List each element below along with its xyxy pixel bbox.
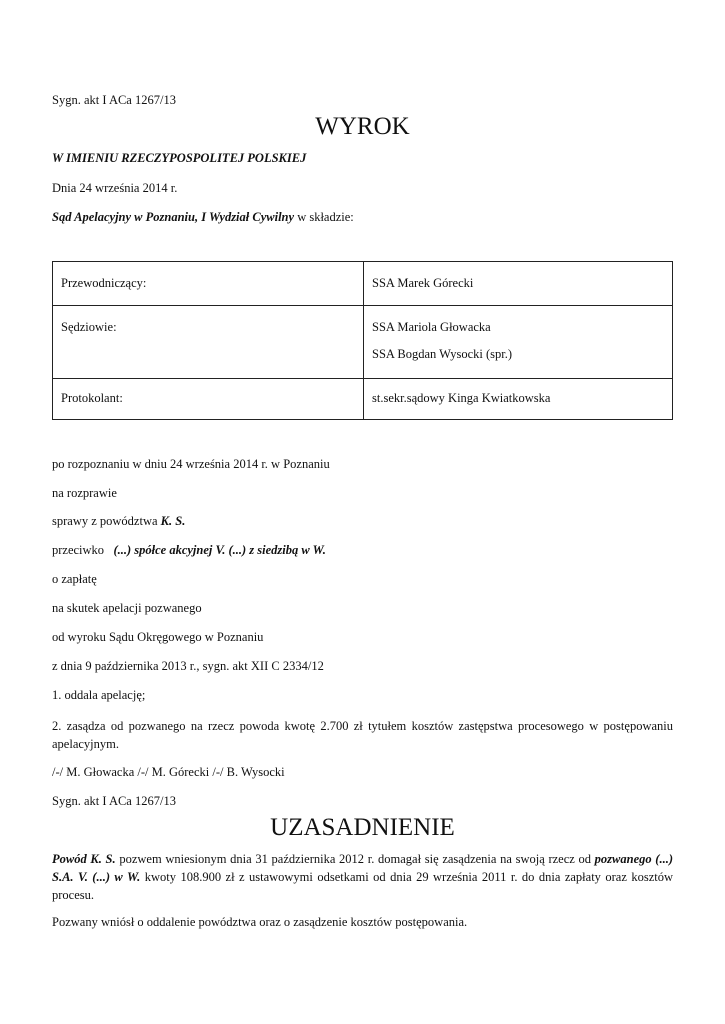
role-cell <box>53 262 364 306</box>
role-cell <box>53 379 364 420</box>
paragraph-text: pozwem wniesionym dnia 31 października 2012 r. domagał się zasądzenia na swoją rzecz od <box>115 852 595 866</box>
justification-paragraph-2: Pozwany wniósł o oddalenie powództwa oraz o zasądzenie kosztów postępowania. <box>52 915 468 929</box>
plaintiff-bold: Powód K. S. <box>52 852 116 866</box>
member-name: SSA Mariola Głowacka <box>372 320 491 334</box>
document-subtitle: W IMIENIU RZECZYPOSPOLITEJ POLSKIEJ <box>52 151 307 165</box>
defendant-name: (...) spółce akcyjnej V. (...) z siedzibą w W. <box>113 543 326 557</box>
ruling-item: 2. zasądza od pozwanego na rzecz powoda kwotę 2.700 zł tytułem kosztów zastępstwa procesowego w postępowaniu apelacyjnym. <box>52 719 673 751</box>
role-cell <box>53 306 364 379</box>
role-label: Przewodniczący: <box>61 276 147 290</box>
ruling-item: 1. oddala apelację; <box>52 688 146 702</box>
body-line: na skutek apelacji pozwanego <box>52 601 202 615</box>
member-name: SSA Marek Górecki <box>372 276 474 290</box>
role-label: Protokolant: <box>61 391 123 405</box>
role-label: Sędziowie: <box>61 320 117 334</box>
table-row <box>53 379 673 420</box>
name-cell <box>364 379 673 420</box>
court-name: Sąd Apelacyjny w Poznaniu, I Wydział Cywilny <box>52 210 295 224</box>
body-line: na rozprawie <box>52 486 117 500</box>
justification-paragraph <box>52 850 673 904</box>
member-name: st.sekr.sądowy Kinga Kwiatkowska <box>372 391 551 405</box>
name-cell <box>364 262 673 306</box>
body-line: z dnia 9 października 2013 r., sygn. akt XII C 2334/12 <box>52 659 324 673</box>
body-line: po rozpoznaniu w dniu 24 września 2014 r. w Poznaniu <box>52 457 330 471</box>
signatures: /-/ M. Głowacka /-/ M. Górecki /-/ B. Wysocki <box>52 765 285 779</box>
court-line <box>52 210 354 225</box>
defendant-bold: pozwanego (...) S.A. V. (...) w W. <box>52 852 674 884</box>
plaintiff-line <box>52 514 185 529</box>
body-line: o zapłatę <box>52 572 97 586</box>
justification-title: UZASADNIENIE <box>270 814 455 841</box>
document-title: WYROK <box>315 113 410 140</box>
paragraph-text: kwoty 108.900 zł z ustawowymi odsetkami od dnia 29 września 2011 r. do dnia zapłaty oraz kosztów procesu. <box>52 870 673 902</box>
justification-case-number: Sygn. akt I ACa 1267/13 <box>52 794 176 808</box>
plaintiff-prefix: sprawy z powództwa <box>52 514 161 528</box>
judgment-date: Dnia 24 września 2014 r. <box>52 181 178 195</box>
table-row <box>53 262 673 306</box>
body-line: od wyroku Sądu Okręgowego w Poznaniu <box>52 630 264 644</box>
table-row <box>53 306 673 379</box>
name-cell <box>364 306 673 379</box>
defendant-line <box>52 543 326 558</box>
defendant-prefix: przeciwko <box>52 543 108 557</box>
panel-table <box>52 261 673 420</box>
member-name: SSA Bogdan Wysocki (spr.) <box>372 347 512 361</box>
case-number: Sygn. akt I ACa 1267/13 <box>52 93 176 107</box>
court-suffix: w składzie: <box>294 210 354 224</box>
plaintiff-name: K. S. <box>160 514 186 528</box>
